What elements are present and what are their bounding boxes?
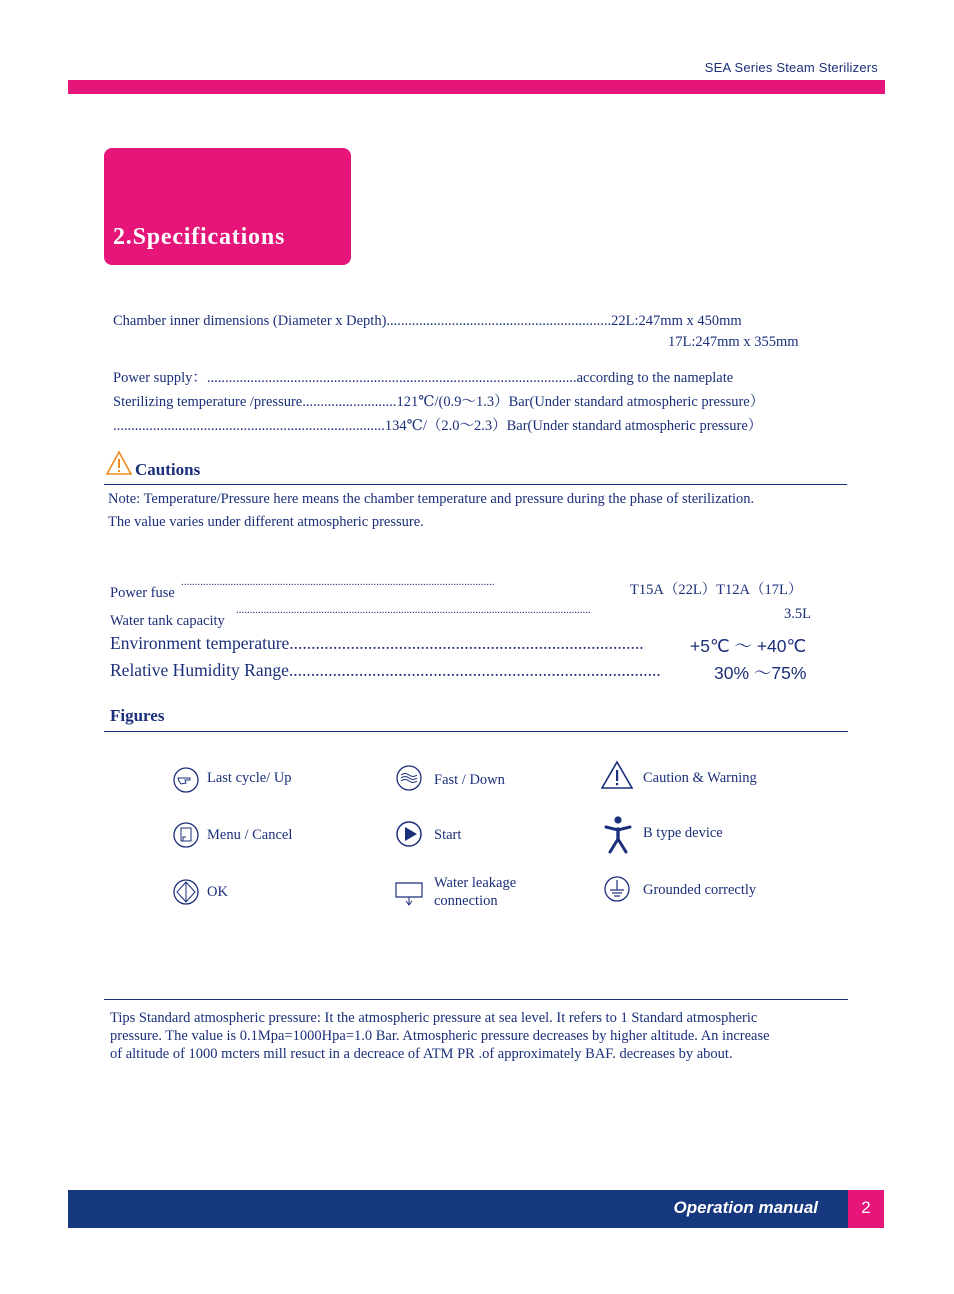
- ground-icon: [604, 876, 630, 902]
- tips-line3: of altitude of 1000 mcters mill resuct in a decreace of ATM PR .of approximately BAF. decreases by about.: [110, 1046, 733, 1062]
- spec-water-tank-label: Water tank capacity: [110, 613, 225, 629]
- cautions-note-line1: Note: Temperature/Pressure here means the chamber temperature and pressure during the phase of sterilization.: [108, 491, 755, 507]
- spec-chamber-17l: 17L:247mm x 355mm: [668, 334, 799, 350]
- top-accent-bar: [68, 80, 885, 94]
- play-icon: [396, 821, 422, 847]
- figure-label-water-leakage: Water leakage connection: [434, 875, 517, 909]
- figure-label-start: Start: [434, 827, 462, 843]
- figure-label-menu-cancel: Menu / Cancel: [207, 827, 293, 843]
- cautions-heading: Cautions: [135, 460, 201, 479]
- spec-water-tank-dots: .................................................................................................................................: [236, 604, 591, 616]
- footer-bar: [68, 1190, 848, 1228]
- figures-heading: Figures: [110, 706, 165, 725]
- spec-power-fuse-dots: ..................................................................................................................: [181, 576, 495, 588]
- figure-label-ok: OK: [207, 884, 228, 900]
- figure-label-caution-warning: Caution & Warning: [643, 770, 757, 786]
- document-hand-icon: [173, 822, 199, 848]
- cautions-divider: [104, 484, 847, 485]
- spec-water-tank-value: 3.5L: [784, 606, 811, 622]
- spec-sterilizing-121: Sterilizing temperature /pressure..........................121℃/(0.9～1.3）Bar(Under standard atmospheric pressure）: [113, 394, 765, 410]
- warning-triangle-icon: [105, 450, 133, 476]
- spec-power-fuse-label: Power fuse: [110, 585, 175, 601]
- tips-divider: [104, 999, 848, 1000]
- figure-label-last-cycle: Last cycle/ Up: [207, 770, 292, 786]
- tips-line2: pressure. The value is 0.1Mpa=1000Hpa=1.0 Bar. Atmospheric pressure decreases by higher altitude. An increase: [110, 1028, 770, 1044]
- figures-divider: [104, 731, 848, 732]
- spec-chamber: Chamber inner dimensions (Diameter x Depth)..............................................................22L:247mm x 450mm: [113, 313, 742, 329]
- tips-line1: Tips Standard atmospheric pressure: It the atmospheric pressure at sea level. It refers to 1 Standard atmospheric: [110, 1010, 758, 1026]
- footer-label: Operation manual: [673, 1198, 818, 1217]
- spec-sterilizing-134: ...........................................................................134℃/（2.0～2.3）Bar(Under standard atmospheric pressure）: [113, 418, 763, 434]
- spec-environment-temperature: Environment temperature.................................................................................: [110, 633, 644, 653]
- caution-warning-icon: [600, 760, 634, 790]
- hand-pointing-icon: [173, 767, 199, 793]
- spec-power-supply: Power supply：......................................................................................................according to the nameplate: [113, 370, 734, 386]
- figure-label-grounded: Grounded correctly: [643, 882, 757, 898]
- section-title-box: [104, 148, 351, 265]
- spec-relative-humidity-value: 30% ～75%: [714, 663, 807, 683]
- spec-relative-humidity: Relative Humidity Range.....................................................................................: [110, 660, 661, 680]
- page-number: 2: [861, 1198, 871, 1217]
- spec-environment-temperature-value: +5℃ ～ +40℃: [690, 636, 807, 656]
- fast-wave-icon: [396, 765, 422, 791]
- water-leakage-icon: [394, 881, 424, 907]
- document-header-title: SEA Series Steam Sterilizers: [704, 60, 878, 75]
- cautions-note-line2: The value varies under different atmospheric pressure.: [108, 514, 424, 530]
- section-title: 2.Specifications: [113, 224, 286, 250]
- spec-power-fuse-value: T15A（22L）T12A（17L）: [630, 582, 803, 598]
- figure-label-fast-down: Fast / Down: [434, 772, 505, 788]
- b-type-person-icon: [603, 815, 633, 855]
- figure-label-b-type-device: B type device: [643, 825, 723, 841]
- ok-diamond-icon: [173, 879, 199, 905]
- page-number-box: [848, 1190, 884, 1228]
